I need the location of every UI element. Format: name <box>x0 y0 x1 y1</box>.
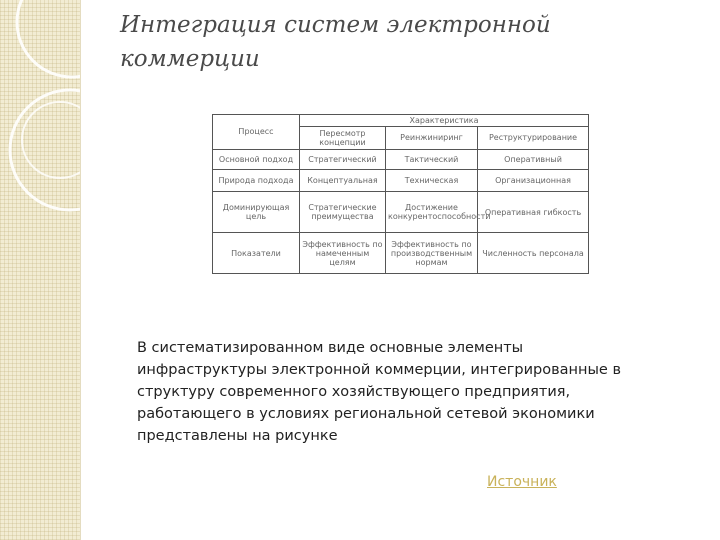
comparison-table-figure <box>212 114 588 274</box>
sidebar-divider <box>80 0 81 540</box>
decorative-sidebar <box>0 0 80 540</box>
table-row <box>213 233 589 274</box>
slide-title <box>120 8 660 76</box>
table-row <box>213 149 589 169</box>
slide-title-line-1: Интеграция систем электронной <box>120 12 551 38</box>
header-reengineering: Реинжиниринг <box>386 127 478 149</box>
table-cell: Стратегический <box>300 149 386 169</box>
table-header-row <box>213 115 589 127</box>
row-label: Основной подход <box>213 149 300 169</box>
table-cell: Численность персонала <box>478 233 589 274</box>
table-cell: Стратегические преимущества <box>300 192 386 233</box>
table-cell: Эффективность по намеченным целям <box>300 233 386 274</box>
header-restructuring: Реструктурирование <box>478 127 589 149</box>
comparison-table <box>212 114 589 274</box>
header-characteristics: Характеристика <box>300 115 589 127</box>
table-cell: Оперативная гибкость <box>478 192 589 233</box>
source-link[interactable]: Источник <box>487 474 557 490</box>
table-row <box>213 192 589 233</box>
table-cell: Техническая <box>386 170 478 192</box>
table-cell: Организационная <box>478 170 589 192</box>
table-cell: Оперативный <box>478 149 589 169</box>
header-process: Процесс <box>213 115 300 150</box>
slide-title-line-2: коммерции <box>120 46 260 72</box>
body-text: В систематизированном виде основные элементы инфраструктуры электронной коммерции, интегрированные в структуру современного хозяйствующего предприятия, работающего в условиях региональной сетевой экономики представлены на рисунке <box>137 340 622 444</box>
decorative-circles <box>0 0 80 540</box>
table-row <box>213 170 589 192</box>
row-label: Показатели <box>213 233 300 274</box>
table-cell: Концептуальная <box>300 170 386 192</box>
table-cell: Эффективность по производственным нормам <box>386 233 478 274</box>
header-rethinking: Пересмотр концепции <box>300 127 386 149</box>
table-cell: Достижение конкурентоспособности <box>386 192 478 233</box>
row-label: Природа подхода <box>213 170 300 192</box>
row-label: Доминирующая цель <box>213 192 300 233</box>
table-cell: Тактический <box>386 149 478 169</box>
